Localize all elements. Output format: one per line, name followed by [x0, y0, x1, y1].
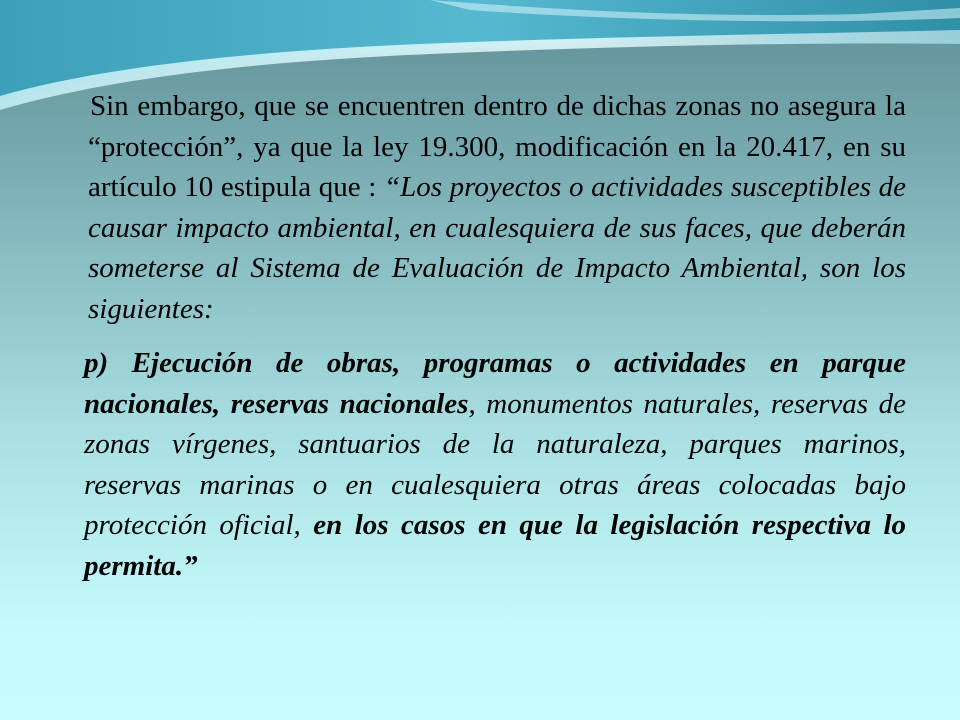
item-p-italic-text: , monumentos naturales, reservas de zonas vírgenes, santuarios de la naturaleza, parques marinos, reservas marinas o en cualesquiera otras áreas colocadas bajo protección oficial, [84, 387, 906, 541]
item-p-bold-text: p) Ejecución de obras, programas o actividades en parque nacionales, reservas nacionales [84, 347, 906, 420]
paragraph-intro: Sin embargo, que se encuentren dentro de dichas zonas no asegura la “protección”, ya que la ley 19.300, modificación en la 20.417, en su artículo 10 estipula que : [88, 90, 906, 203]
paragraph-law-reference [88, 86, 906, 329]
body-text [84, 86, 906, 586]
law-quote-text: “Los proyectos o actividades susceptibles de causar impacto ambiental, en cualesquiera de sus faces, que deberán someterse al Sistema de Evaluación de Impacto Ambiental, son los siguientes: [88, 171, 906, 325]
item-p-closing-text: en los casos en que la legislación respectiva lo permita.” [84, 509, 906, 582]
paragraph-article-item-p [84, 343, 906, 586]
